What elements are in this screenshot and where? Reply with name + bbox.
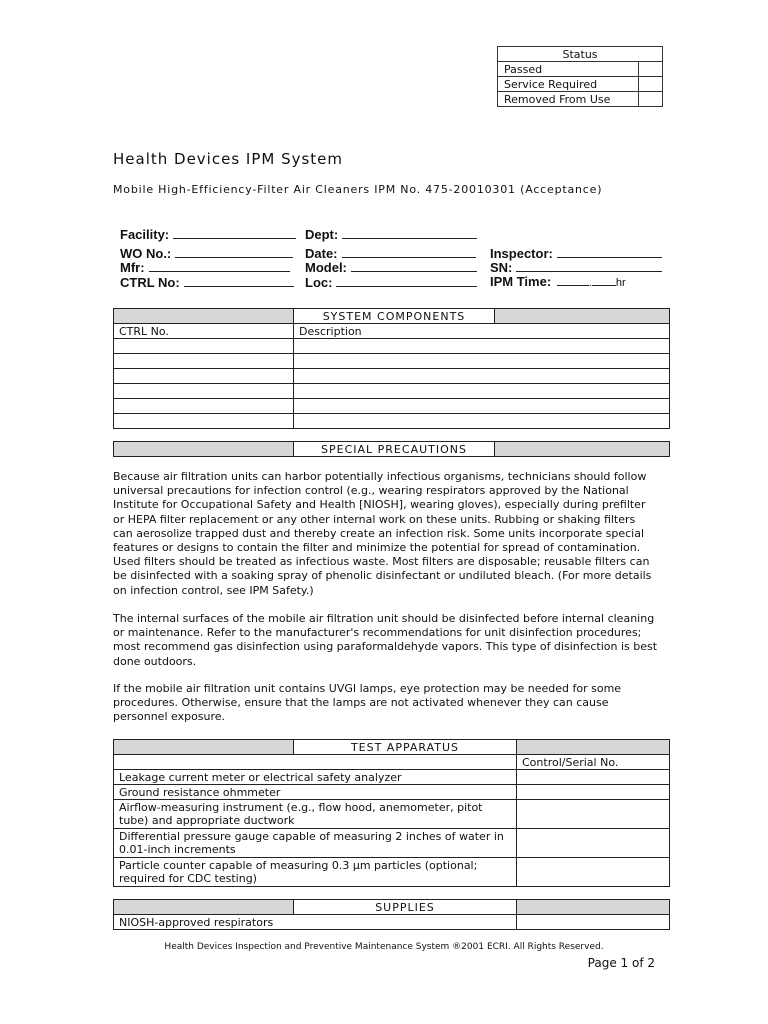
ctrl-no-cell[interactable] [114,339,294,354]
apparatus-item: Particle counter capable of measuring 0.3 µm particles (optional; required for CDC testing) [114,858,517,887]
band-cell [114,442,294,457]
status-box [497,46,663,107]
page-title: Health Devices IPM System [113,150,344,168]
description-cell[interactable] [294,399,670,414]
dept-label: Dept: [305,227,339,242]
date-input[interactable] [342,245,476,258]
apparatus-item: Differential pressure gauge capable of measuring 2 inches of water in 0.01-inch increments [114,829,517,858]
control-serial-cell[interactable] [517,829,670,858]
system-components-title: SYSTEM COMPONENTS [294,309,495,324]
footer-copyright: Health Devices Inspection and Preventive Maintenance System ®2001 ECRI. All Rights Reserved. [164,942,604,952]
description-cell[interactable] [294,414,670,429]
control-serial-header: Control/Serial No. [517,755,670,770]
apparatus-item: Ground resistance ohmmeter [114,785,517,800]
page-number: Page 1 of 2 [587,956,655,970]
loc-field [305,274,477,290]
inspector-input[interactable] [557,245,662,258]
status-removed-label: Removed From Use [498,92,639,107]
apparatus-item: Leakage current meter or electrical safety analyzer [114,770,517,785]
ctrl-no-cell[interactable] [114,354,294,369]
band-cell [114,309,294,324]
ipm-time-label: IPM Time: [490,274,552,289]
ipm-time-hours-input[interactable] [557,274,589,286]
ctrl-no-cell[interactable] [114,399,294,414]
ctrl-no-cell[interactable] [114,384,294,399]
status-removed-checkbox[interactable] [639,92,663,107]
description-cell[interactable] [294,369,670,384]
supply-value-cell[interactable] [517,915,670,930]
apparatus-item: Airflow-measuring instrument (e.g., flow hood, anemometer, pitot tube) and appropriate ductwork [114,800,517,829]
band-cell [114,900,294,915]
status-header: Status [498,47,663,62]
table-row [114,354,670,369]
dept-field [305,226,477,242]
model-label: Model: [305,260,347,275]
loc-input[interactable] [336,274,477,287]
model-input[interactable] [351,259,477,272]
control-serial-cell[interactable] [517,770,670,785]
test-apparatus-title: TEST APPARATUS [294,740,517,755]
supply-item: NIOSH-approved respirators [114,915,517,930]
sn-input[interactable] [516,259,662,272]
table-row [114,829,670,858]
table-row [114,800,670,829]
ipm-time-field [490,274,626,291]
sn-label: SN: [490,260,513,275]
ctrl-no-field [120,274,294,290]
description-cell[interactable] [294,339,670,354]
ipm-time-unit: hr [615,277,626,289]
mfr-label: Mfr: [120,260,145,275]
band-cell [517,900,670,915]
ipm-time-separator: . [588,277,592,289]
supplies-title: SUPPLIES [294,900,517,915]
ctrl-no-header: CTRL No. [114,324,294,339]
facility-input[interactable] [173,226,296,239]
description-cell[interactable] [294,354,670,369]
ipm-time-fraction-input[interactable] [592,274,616,286]
ctrl-no-cell[interactable] [114,414,294,429]
precautions-paragraph-1: Because air filtration units can harbor potentially infectious organisms, technicians should follow universal precautions for infection control (e.g., wearing respirators approved by the National Institute for Occupational Safety and Health [NIOSH], wearing gloves), especially during prefilter or HEPA filter replacement or any other internal work on these units. Rubbing or shaking filters can aerosolize trapped dust and thereby create an infection risk. Some units incorporate special features or designs to contain the filter and minimize the potential for spread of contamination. Used filters should be treated as infectious waste. Most filters are disposable; reusable filters can be disinfected with a soaking spray of phenolic disinfectant or undiluted bleach. (For more details on infection control, see IPM Safety.) [113,470,652,597]
precautions-paragraph-3: If the mobile air filtration unit contains UVGI lamps, eye protection may be needed for some procedures. Otherwise, ensure that the lamps are not activated whenever they can cause personnel exposure. [113,682,622,724]
table-row [114,384,670,399]
control-serial-cell[interactable] [517,800,670,829]
description-cell[interactable] [294,384,670,399]
table-row [114,915,670,930]
loc-label: Loc: [305,275,333,290]
control-serial-cell[interactable] [517,785,670,800]
supplies-table [113,899,670,930]
date-label: Date: [305,246,338,261]
test-apparatus-table [113,739,670,887]
description-header: Description [294,324,670,339]
system-components-table [113,308,670,429]
apparatus-header-blank [114,755,517,770]
precautions-paragraph-2: The internal surfaces of the mobile air filtration unit should be disinfected before internal cleaning or maintenance. Refer to the manufacturer's recommendations for unit disinfection procedures; most recommend gas disinfection using paraformaldehyde vapors. This type of disinfection is best done outdoors. [113,612,658,668]
ctrl-no-input[interactable] [184,274,294,287]
wo-no-input[interactable] [175,245,293,258]
inspector-label: Inspector: [490,246,553,261]
status-passed-checkbox[interactable] [639,62,663,77]
sn-field [490,259,662,275]
ctrl-no-label: CTRL No: [120,275,180,290]
mfr-field [120,259,290,275]
status-service-required-checkbox[interactable] [639,77,663,92]
facility-label: Facility: [120,227,170,242]
control-serial-cell[interactable] [517,858,670,887]
facility-field [120,226,296,242]
special-precautions-title: SPECIAL PRECAUTIONS [294,442,495,457]
model-field [305,259,477,275]
table-row [114,858,670,887]
page-subtitle: Mobile High-Efficiency-Filter Air Cleaners IPM No. 475-20010301 (Acceptance) [113,183,603,196]
dept-input[interactable] [342,226,477,239]
band-cell [495,309,670,324]
table-row [114,770,670,785]
table-row [114,399,670,414]
mfr-input[interactable] [149,259,290,272]
table-row [114,414,670,429]
status-service-required-label: Service Required [498,77,639,92]
table-row [114,785,670,800]
table-row [114,339,670,354]
status-passed-label: Passed [498,62,639,77]
ctrl-no-cell[interactable] [114,369,294,384]
table-row [114,369,670,384]
band-cell [495,442,670,457]
band-cell [517,740,670,755]
special-precautions-header [113,441,670,457]
band-cell [114,740,294,755]
wo-no-label: WO No.: [120,246,172,261]
